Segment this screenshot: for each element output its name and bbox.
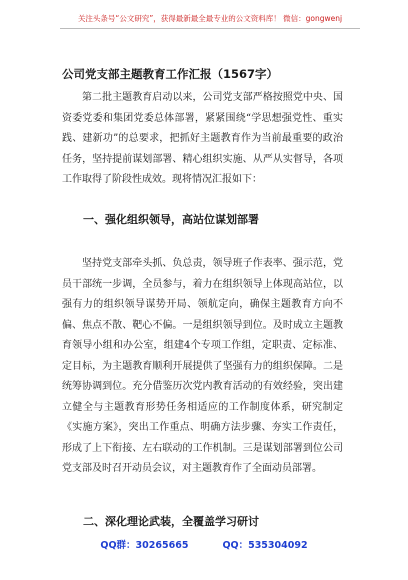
document-title: 公司党支部主题教育工作汇报（1567字） <box>62 67 279 81</box>
contact-footer <box>0 537 408 551</box>
section-1-paragraph: 坚持党支部牵头抓、负总责，领导班子作表率、强示范，党员干部统一步调，全员参与，着力在组织领导上体现高站位，以强有力的组织领导谋势开局、领航定向，确保主题教育方向不偏、焦点不散、靶心不偏。一是组织领导到位。及时成立主题教育领导小组和办公室，组建4个专项工作组，定职责、定标准、定目标，为主题教育顺利开展提供了坚强有力的组织保障。二是统筹协调到位。充分借鉴历次党内教育活动的有效经验，突出建立健全与主题教育形势任务相适应的工作制度体系，研究制定《实施方案》，突出工作重点、明确方法步骤、夯实工作责任，形成了上下衔接、左右联动的工作机制。三是谋划部署到位公司党支部及时召开动员会议，对主题教育作了全面动员部署。 <box>62 258 343 474</box>
qq-number-text: QQ：535304092 <box>222 540 308 551</box>
section-1-heading: 一、强化组织领导，高站位谋划部署 <box>83 213 259 226</box>
qq-group-text: QQ群：30265665 <box>100 540 189 551</box>
header-divider <box>60 28 360 29</box>
intro-paragraph: 第二批主题教育启动以来，公司党支部严格按照党中央、国资委党委和集团党委总体部署，紧紧围绕“学思想强党性、重实践、建新功”的总要求，把抓好主题教育作为当前最重要的政治任务，坚持提前谋划部署、精心组织实施、从严从实督导，各项工作取得了阶段性成效。现将情况汇报如下： <box>62 92 343 185</box>
section-2-heading: 二、深化理论武装，全覆盖学习研讨 <box>83 515 259 528</box>
top-banner: 关注头条号“公文研究”，获得最新最全最专业的公文资料库！ 微信：gongwenj <box>77 14 343 23</box>
